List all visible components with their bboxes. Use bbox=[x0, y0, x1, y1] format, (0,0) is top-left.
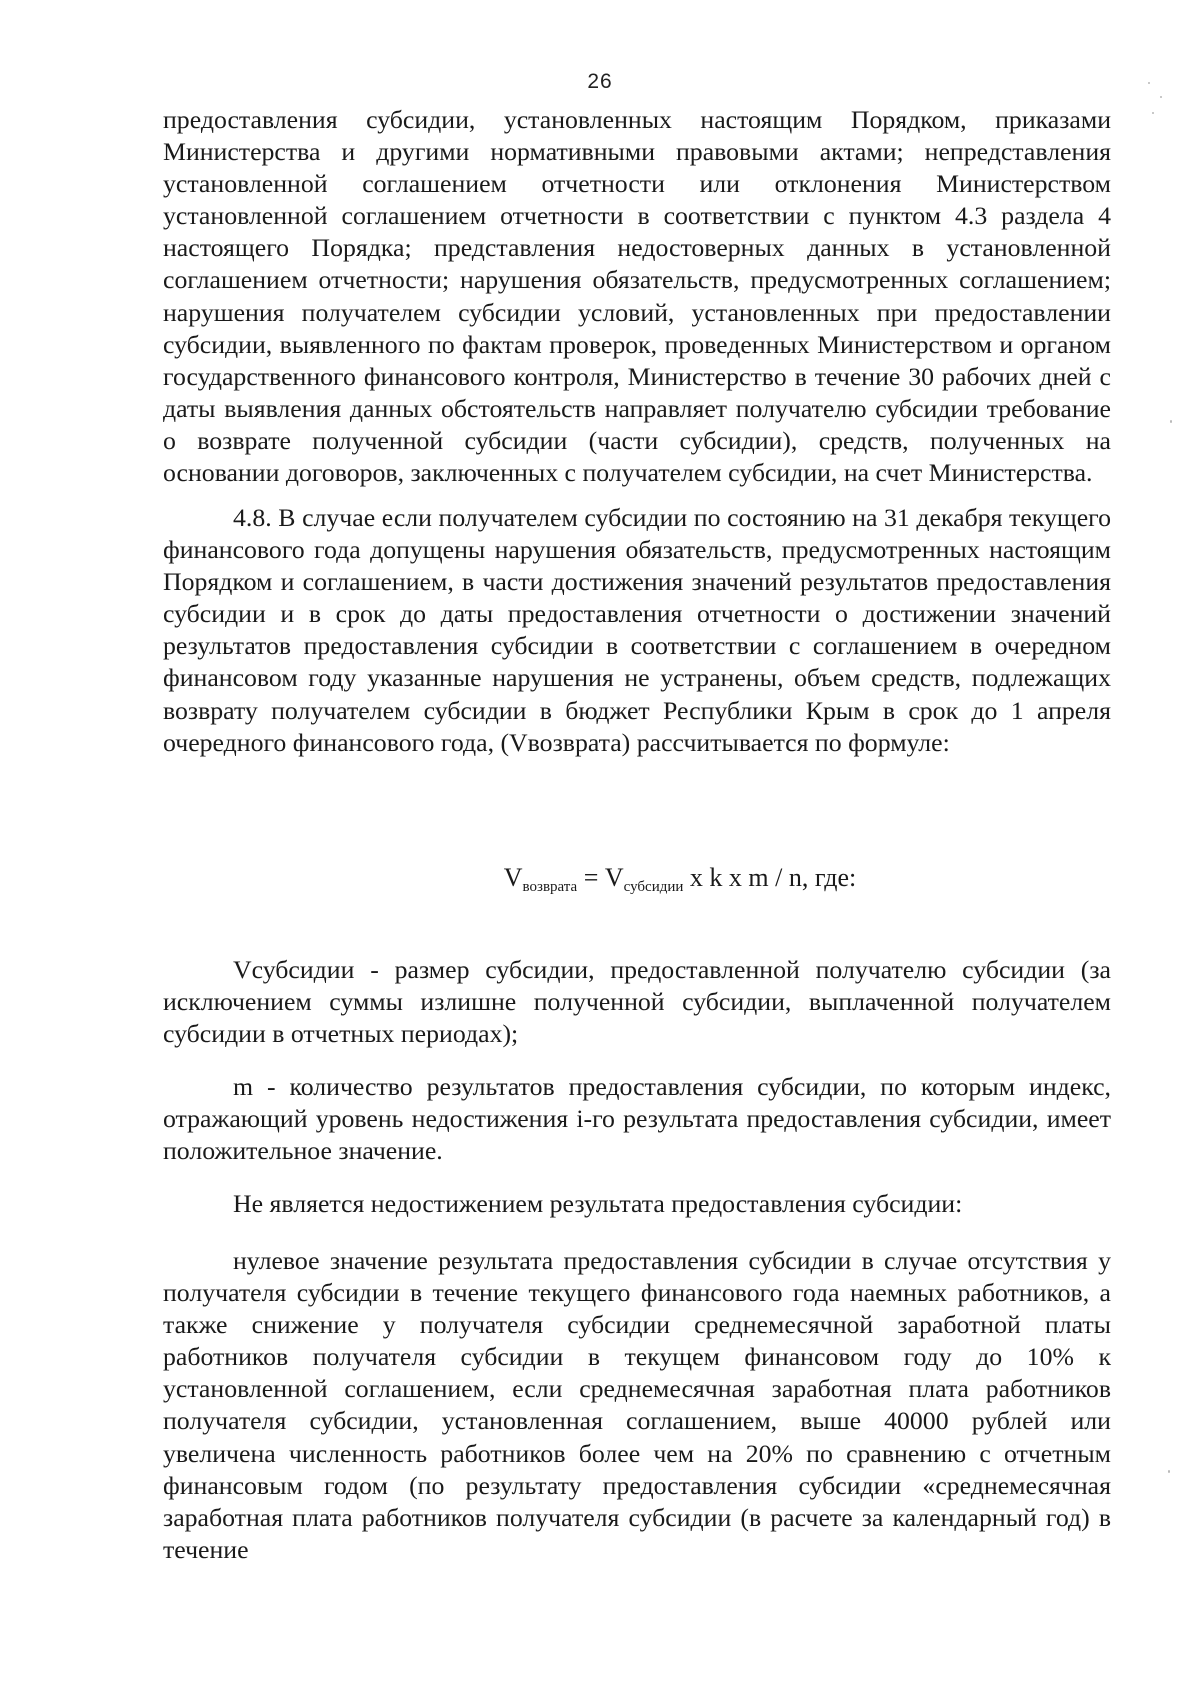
scan-speck bbox=[1148, 82, 1150, 84]
formula-v-subsidy: $V_{субсидии}$ bbox=[604, 863, 684, 895]
page-number: 26 bbox=[587, 70, 613, 93]
scan-speck bbox=[1168, 1470, 1170, 1473]
formula-v-return: $V_{возврата}$ bbox=[503, 863, 578, 895]
paragraph-m-definition: m - количество результатов предоставления субсидии, по которым индекс, отражающий уровень недостижения i-го результата предоставления субсидии, имеет положительное значение. bbox=[163, 1072, 1111, 1166]
formula bbox=[0, 862, 1200, 894]
formula-rest: x k x m / n, где: bbox=[683, 863, 857, 892]
formula-equals: = bbox=[577, 863, 605, 892]
paragraph-v-subsidy-definition: Vсубсидии - размер субсидии, предоставленной получателю субсидии (за исключением суммы излишне полученной субсидии, выплаченной получателем субсидии в отчетных периодах); bbox=[163, 955, 1111, 1049]
scan-speck bbox=[1152, 112, 1154, 114]
scan-speck bbox=[1170, 420, 1172, 423]
paragraph-4-8: 4.8. В случае если получателем субсидии по состоянию на 31 декабря текущего финансового года допущены нарушения обязательств, предусмотренных настоящим Порядком и соглашением, в части достижения значений результатов предоставления субсидии и в срок до даты предоставления отчетности о достижении значений результатов предоставления субсидии в соответствии с соглашением в очередном финансовом году указанные нарушения не устранены, объем средств, подлежащих возврату получателем субсидии в бюджет Республики Крым в срок до 1 апреля очередного финансового года, (Vвозврата) рассчитывается по формуле: bbox=[163, 503, 1111, 757]
scan-speck bbox=[1160, 96, 1162, 98]
paragraph-continuation: предоставления субсидии, установленных настоящим Порядком, приказами Министерства и другими нормативными правовыми актами; непредставления установленной соглашением отчетности или отклонения Министерством установленной соглашением отчетности в соответствии с пунктом 4.3 раздела 4 настоящего Порядка; представления недостоверных данных в установленной соглашением отчетности; нарушения обязательств, предусмотренных соглашением; нарушения получателем субсидии условий, установленных при предоставлении субсидии, выявленного по фактам проверок, проведенных Министерством и органом государственного финансового контроля, Министерство в течение 30 рабочих дней с даты выявления данных обстоятельств направляет получателю субсидии требование о возврате полученной субсидии (части субсидии), средств, полученных на основании договоров, заключенных с получателем субсидии, на счет Министерства. bbox=[163, 105, 1111, 488]
paragraph-zero-value: нулевое значение результата предоставления субсидии в случае отсутствия у получателя субсидии в течение текущего финансового года наемных работников, а также снижение у получателя субсидии среднемесячной заработной платы работников получателя субсидии в текущем финансовом году до 10% к установленной соглашением, если среднемесячная заработная плата работников получателя субсидии, установленная соглашением, выше 40000 рублей или увеличена численность работников более чем на 20% по сравнению с отчетным финансовым годом (по результату предоставления субсидии «среднемесячная заработная плата работников получателя субсидии (в расчете за календарный год) в течение bbox=[163, 1246, 1111, 1564]
paragraph-not-underachievement: Не является недостижением результата предоставления субсидии: bbox=[233, 1189, 963, 1218]
